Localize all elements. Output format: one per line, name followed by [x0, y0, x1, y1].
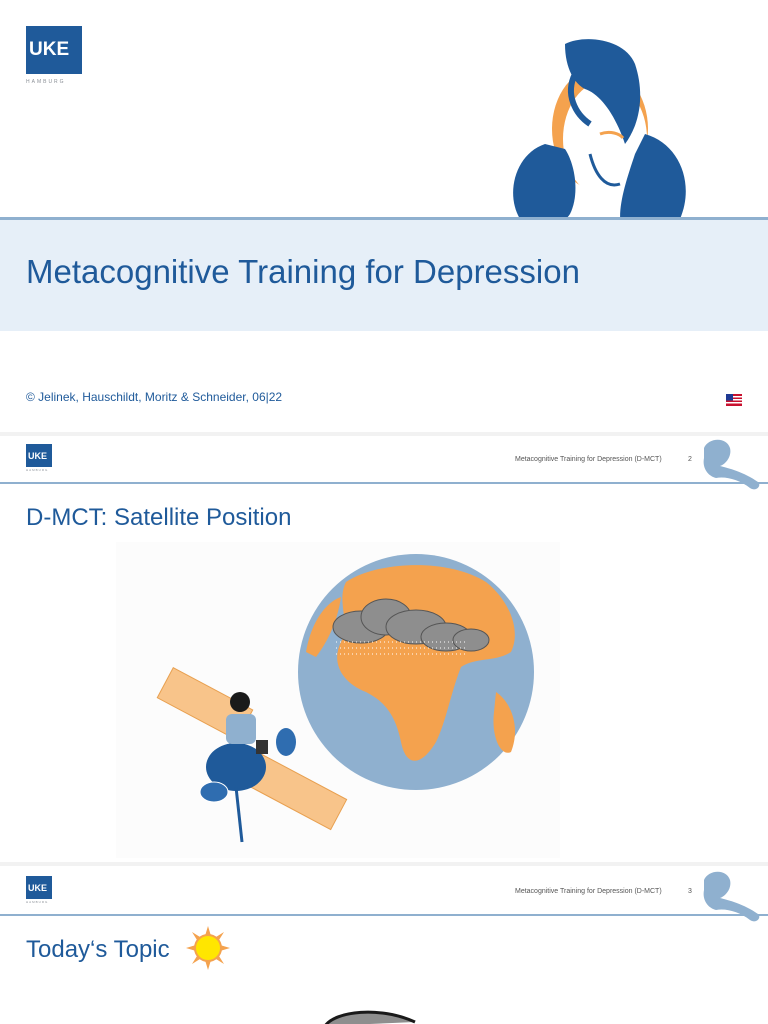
logo-subtitle: HAMBURG — [26, 79, 66, 85]
title-slide — [0, 0, 768, 432]
todays-topic-slide — [0, 866, 768, 1024]
satellite-earth-illustration — [116, 542, 560, 858]
page-number: 2 — [688, 456, 692, 463]
copyright-text: © Jelinek, Hauschildt, Moritz & Schneider, 06|22 — [26, 390, 283, 404]
uke-logo: UKE — [26, 444, 52, 467]
header-rule — [0, 482, 768, 484]
slide-title: D-MCT: Satellite Position — [26, 504, 292, 531]
uke-logo: UKE — [26, 876, 52, 899]
thinking-person-icon — [696, 438, 766, 493]
sun-icon — [184, 924, 232, 972]
slide-title: Metacognitive Training for Depression — [26, 253, 580, 290]
logo-subtitle: HAMBURG — [26, 468, 49, 472]
page-number: 3 — [688, 888, 692, 895]
thinking-person-icon — [696, 870, 766, 925]
header-text: Metacognitive Training for Depression (D-MCT) — [515, 456, 662, 463]
header-rule — [0, 914, 768, 916]
slide-title: Today‘s Topic — [26, 936, 170, 963]
satellite-slide — [0, 436, 768, 862]
logo-subtitle: HAMBURG — [26, 900, 49, 904]
bottom-illustration-fragment — [320, 1006, 420, 1024]
uke-logo: UKE — [26, 26, 82, 74]
header-text: Metacognitive Training for Depression (D-MCT) — [515, 888, 662, 895]
us-flag-icon[interactable] — [726, 394, 742, 406]
